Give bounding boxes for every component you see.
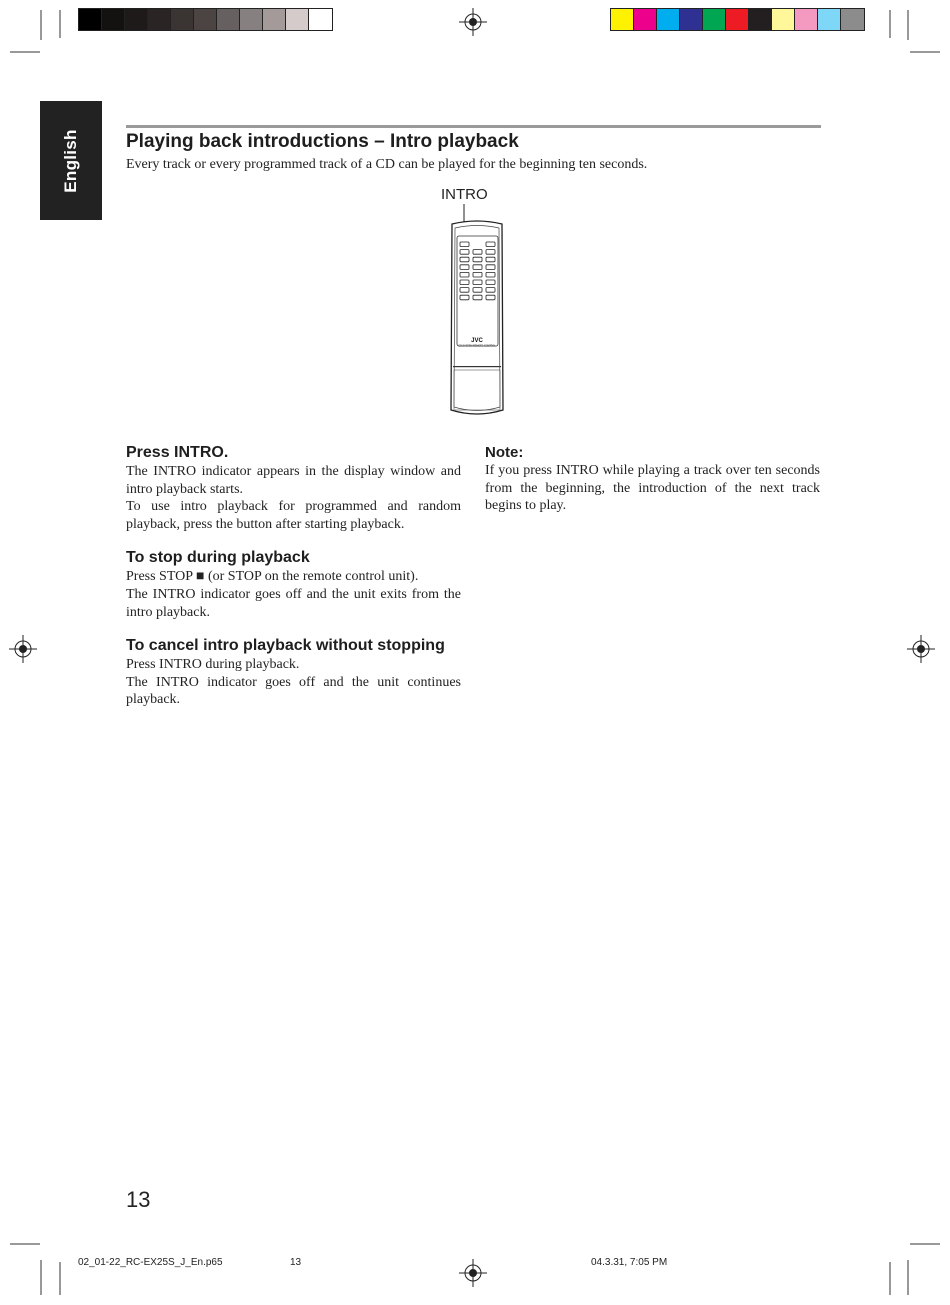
note-paragraph: If you press INTRO while playing a track over ten seconds from the beginning, the introduction of the next track begins to play. bbox=[485, 463, 820, 514]
remote-brand-label: JVC bbox=[471, 338, 483, 344]
color-swatch bbox=[818, 9, 841, 30]
section-lead: Every track or every programmed track of a CD can be played for the beginning ten seconds. bbox=[126, 157, 648, 172]
intro-callout-label: INTRO bbox=[441, 186, 488, 203]
grayscale-swatch bbox=[148, 9, 171, 30]
color-swatch bbox=[749, 9, 772, 30]
press-intro-paragraph-1: The INTRO indicator appears in the display window and intro playback starts. bbox=[126, 464, 461, 497]
grayscale-swatch bbox=[102, 9, 125, 30]
color-swatch bbox=[795, 9, 818, 30]
grayscale-swatch bbox=[286, 9, 309, 30]
stop-heading: To stop during playback bbox=[126, 549, 310, 567]
language-tab-label: English bbox=[61, 128, 80, 193]
cancel-heading: To cancel intro playback without stopping bbox=[126, 637, 445, 655]
stop-paragraph-2: The INTRO indicator goes off and the unit exits from the intro playback. bbox=[126, 586, 461, 620]
remote-control-illustration-icon bbox=[446, 204, 508, 418]
grayscale-swatch bbox=[125, 9, 148, 30]
footer-timestamp: 04.3.31, 7:05 PM bbox=[591, 1257, 668, 1268]
grayscale-swatch bbox=[309, 9, 332, 30]
color-swatch bbox=[703, 9, 726, 30]
language-tab bbox=[40, 101, 102, 220]
registration-mark-bottom-icon bbox=[459, 1259, 487, 1287]
press-intro-heading: Press INTRO. bbox=[126, 444, 229, 461]
footer-page: 13 bbox=[290, 1257, 302, 1268]
cancel-paragraph-2: The INTRO indicator goes off and the unit continues playback. bbox=[126, 674, 461, 708]
grayscale-swatch bbox=[217, 9, 240, 30]
press-intro-paragraph-2: To use intro playback for programmed and random playback, press the button after starting playback. bbox=[126, 499, 461, 532]
registration-mark-right-icon bbox=[907, 635, 935, 663]
registration-mark-left-icon bbox=[9, 635, 37, 663]
stop-paragraph-1: Press STOP ■ (or STOP on the remote control unit). bbox=[126, 569, 419, 585]
grayscale-swatch bbox=[194, 9, 217, 30]
registration-mark-top-icon bbox=[459, 8, 487, 36]
right-column bbox=[485, 444, 820, 515]
cancel-paragraph-1: Press INTRO during playback. bbox=[126, 657, 300, 673]
remote-caption-label: CD SYSTEM REMOTE CONTROL bbox=[458, 344, 496, 348]
footer-file-name: 02_01-22_RC-EX25S_J_En.p65 bbox=[78, 1257, 223, 1268]
grayscale-color-bar bbox=[78, 8, 333, 31]
color-swatch bbox=[680, 9, 703, 30]
color-swatch bbox=[726, 9, 749, 30]
note-heading: Note: bbox=[485, 444, 524, 461]
grayscale-swatch bbox=[240, 9, 263, 30]
section-title: Playing back introductions – Intro playback bbox=[126, 131, 519, 152]
section-rule bbox=[126, 125, 821, 128]
color-swatch bbox=[611, 9, 634, 30]
color-swatch bbox=[634, 9, 657, 30]
color-swatch bbox=[772, 9, 795, 30]
left-column bbox=[126, 444, 461, 709]
color-swatch bbox=[657, 9, 680, 30]
grayscale-swatch bbox=[171, 9, 194, 30]
process-color-bar bbox=[610, 8, 865, 31]
page-number: 13 bbox=[126, 1187, 151, 1212]
grayscale-swatch bbox=[79, 9, 102, 30]
grayscale-swatch bbox=[263, 9, 286, 30]
color-swatch bbox=[841, 9, 864, 30]
